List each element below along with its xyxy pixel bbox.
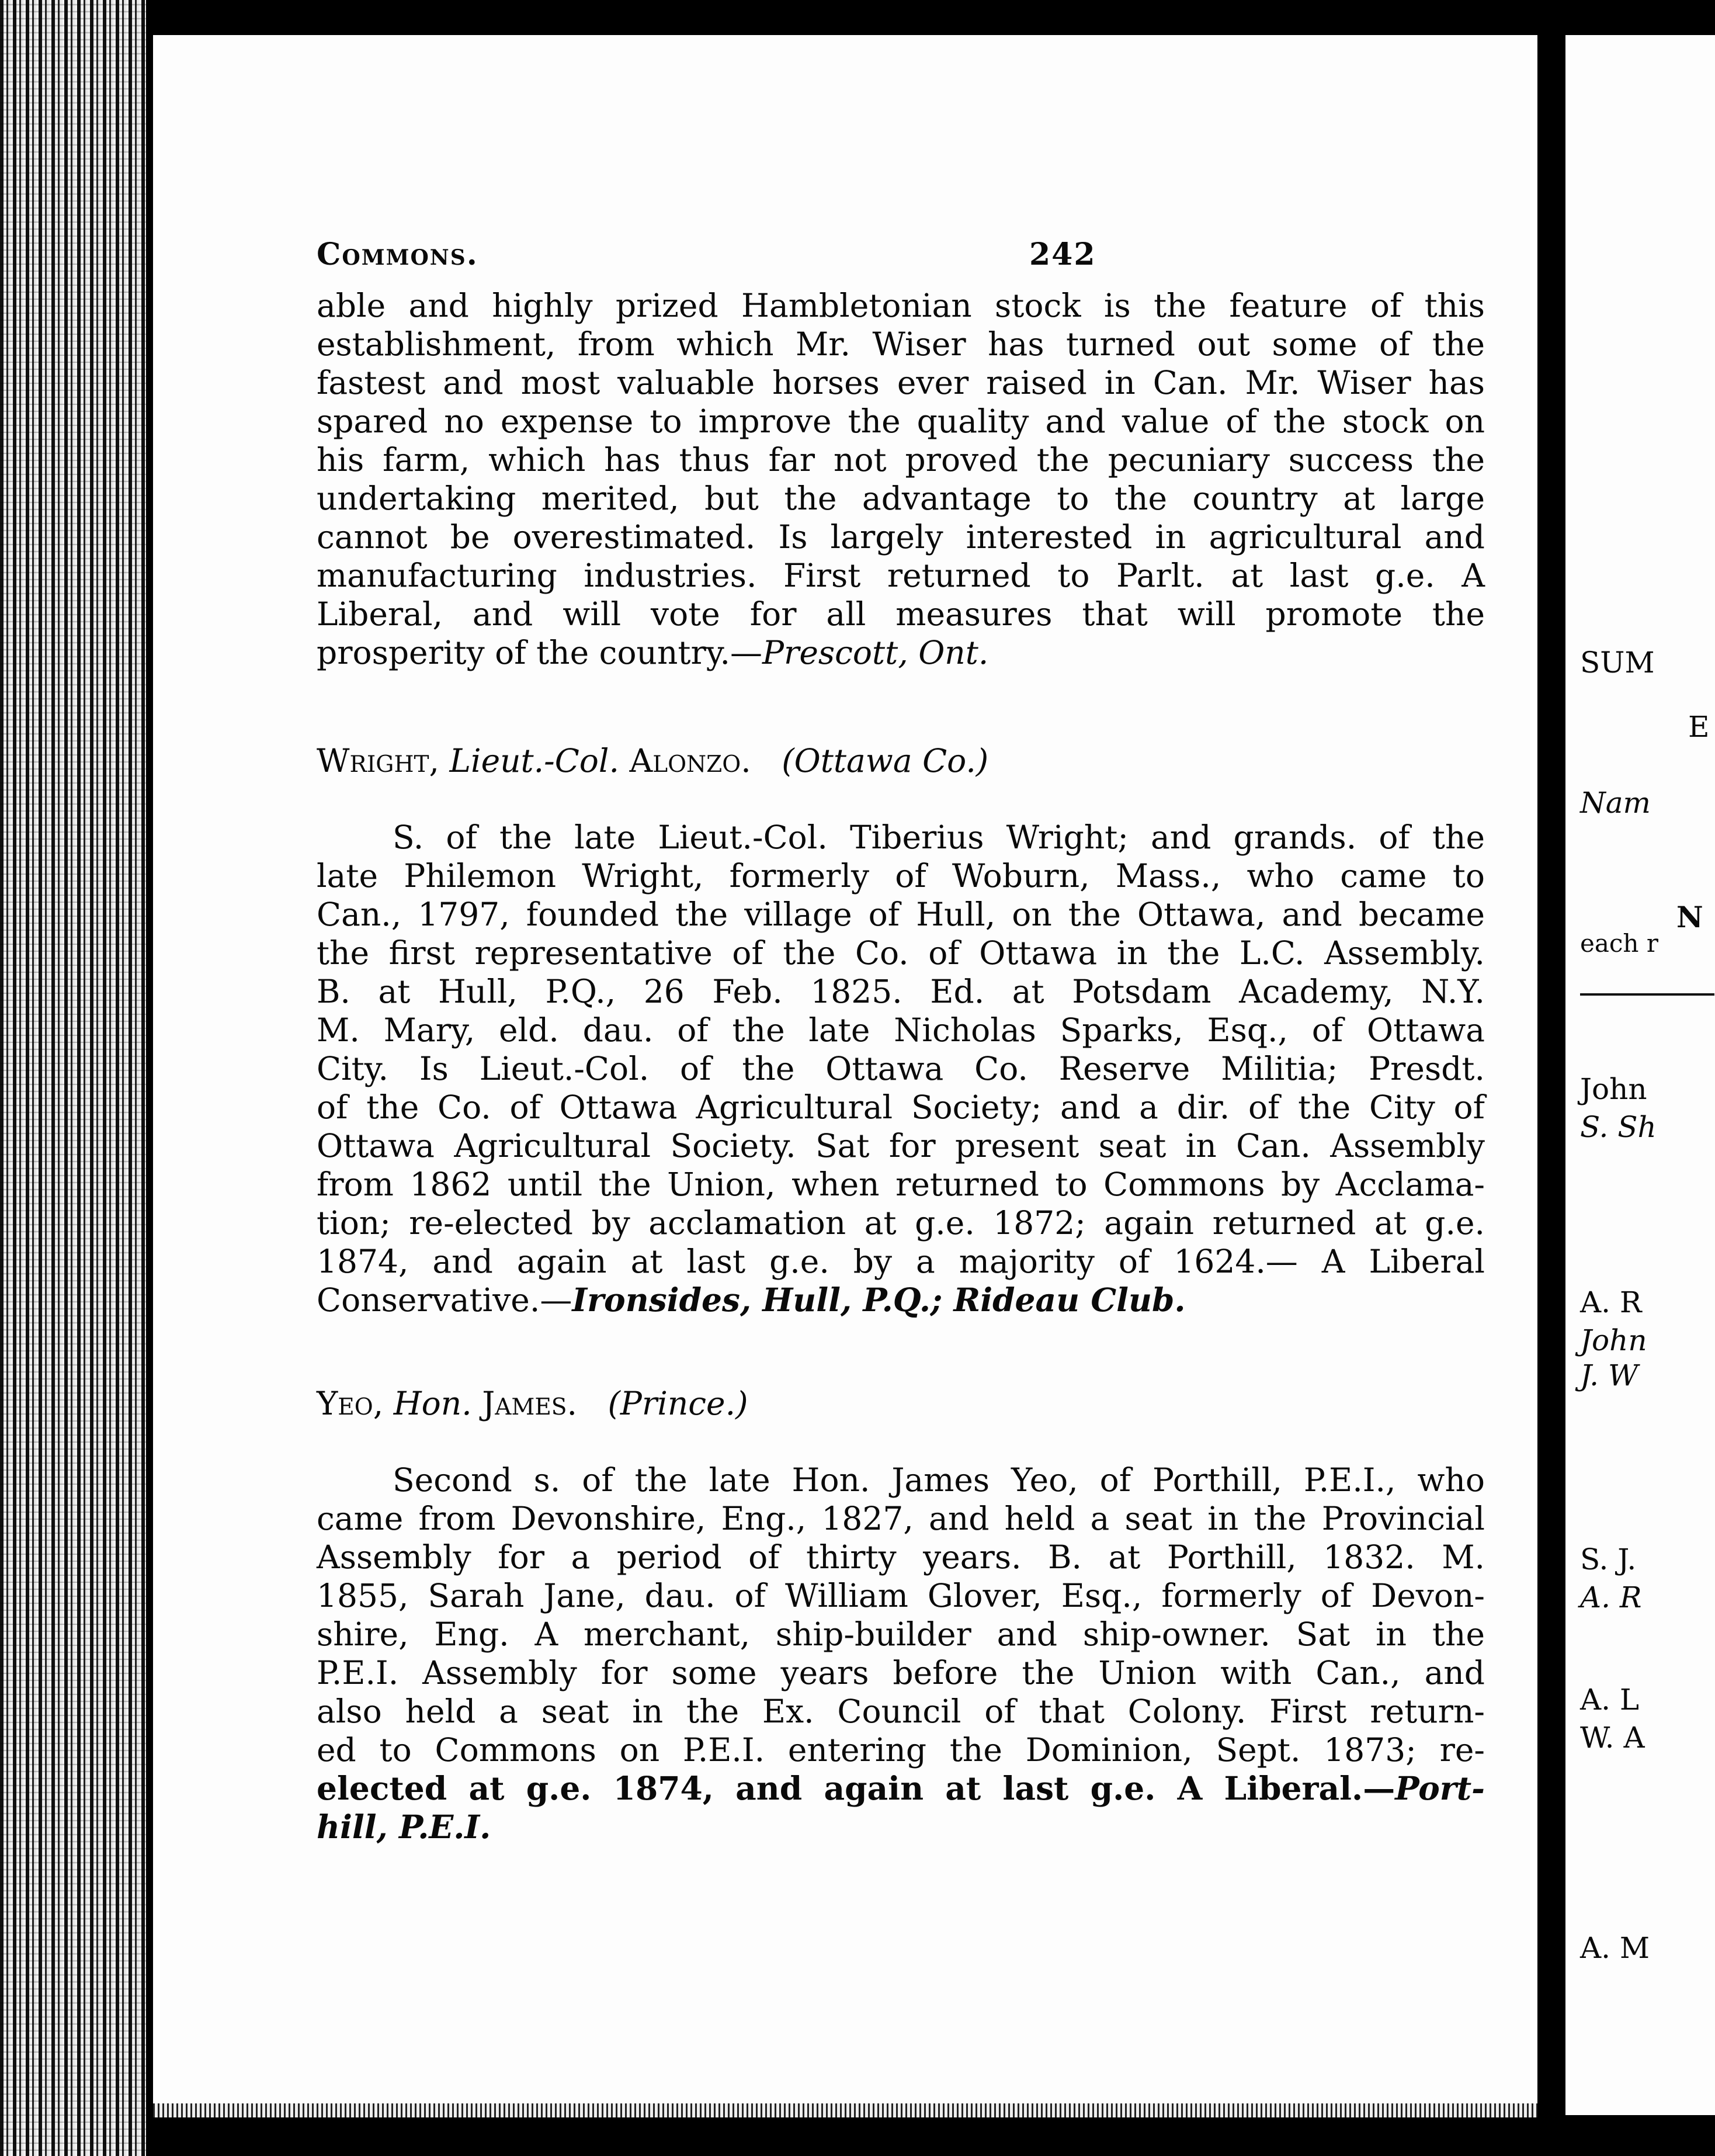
text-line: S. of the late Lieut.-Col. Tiberius Wright; and grands. of the xyxy=(393,819,1485,856)
text-line: undertaking merited, but the advantage to the country at large xyxy=(317,480,1485,517)
facing-page-fragment: N xyxy=(1676,900,1703,934)
text-line-last xyxy=(317,1281,1485,1319)
text-line-last xyxy=(317,633,1485,672)
residence: Prescott, Ont. xyxy=(762,634,989,671)
entry-constituency: (Ottawa Co.) xyxy=(782,742,989,779)
text-line: of the Co. of Ottawa Agricultural Society; and a dir. of the City of xyxy=(317,1089,1485,1126)
book-page xyxy=(153,35,1537,2115)
running-head-section: Commons. xyxy=(317,237,478,272)
page-number: 242 xyxy=(1029,237,1096,272)
facing-page-fragment: each r xyxy=(1580,929,1658,958)
facing-page-fragment: A. L xyxy=(1580,1683,1640,1717)
facing-page-fragment: S. J. xyxy=(1580,1543,1637,1576)
facing-page-fragment: J. W xyxy=(1580,1358,1638,1392)
entry-heading-wright xyxy=(317,742,988,779)
facing-page-fragment: S. Sh xyxy=(1580,1110,1657,1144)
text-line: from 1862 until the Union, when returned to Commons by Acclama- xyxy=(317,1166,1485,1203)
entry-title: Hon. xyxy=(393,1385,472,1422)
facing-page-fragment: John xyxy=(1580,1072,1647,1106)
entry-title: Lieut.-Col. xyxy=(449,742,619,779)
facing-page-fragment: W. A xyxy=(1580,1721,1645,1755)
page-content xyxy=(153,35,1537,2115)
text-run: elected at g.e. 1874, and again at last g.e. A Liberal.— xyxy=(317,1769,1395,1807)
text-line: B. at Hull, P.Q., 26 Feb. 1825. Ed. at Potsdam Academy, N.Y. xyxy=(317,973,1485,1010)
text-line: P.E.I. Assembly for some years before the Union with Can., and xyxy=(317,1654,1485,1691)
entry-surname: Yeo, xyxy=(317,1385,384,1422)
entry-heading-yeo xyxy=(317,1385,748,1422)
entry-constituency: (Prince.) xyxy=(607,1385,748,1422)
entry-body-wright xyxy=(317,818,1485,1319)
text-line: Second s. of the late Hon. James Yeo, of Porthill, P.E.I., who xyxy=(393,1461,1485,1499)
text-line: City. Is Lieut.-Col. of the Ottawa Co. Reserve Militia; Presdt. xyxy=(317,1050,1485,1087)
text-line: Ottawa Agricultural Society. Sat for present seat in Can. Assembly xyxy=(317,1127,1485,1164)
facing-page-fragment: A. R xyxy=(1580,1285,1642,1319)
facing-page-fragment: Nam xyxy=(1580,786,1651,820)
book-binding xyxy=(0,0,146,2156)
text-line: cannot be overestimated. Is largely interested in agricultural and xyxy=(317,518,1485,556)
text-line xyxy=(317,1769,1485,1808)
text-line: came from Devonshire, Eng., 1827, and held a seat in the Provincial xyxy=(317,1500,1485,1537)
text-line: shire, Eng. A merchant, ship-builder and ship-owner. Sat in the xyxy=(317,1616,1485,1653)
text-line: able and highly prized Hambletonian stock is the feature of this xyxy=(317,287,1485,324)
facing-page-fragment: John xyxy=(1580,1323,1647,1357)
text-line: 1855, Sarah Jane, dau. of William Glover, Esq., formerly of Devon- xyxy=(317,1577,1485,1614)
page-bottom-edge xyxy=(153,2103,1537,2117)
entry-body-yeo xyxy=(317,1461,1485,1846)
text-line: also held a seat in the Ex. Council of that Colony. First return- xyxy=(317,1693,1485,1730)
text-line: late Philemon Wright, formerly of Woburn, Mass., who came to xyxy=(317,857,1485,895)
facing-page-rule xyxy=(1580,993,1714,996)
text-line: ed to Commons on P.E.I. entering the Dominion, Sept. 1873; re- xyxy=(317,1731,1485,1769)
residence-continued: hill, P.E.I. xyxy=(317,1808,491,1846)
text-line: Liberal, and will vote for all measures that will promote the xyxy=(317,595,1485,633)
text-run: Conservative.— xyxy=(317,1281,572,1319)
facing-page-fragment: E xyxy=(1688,710,1710,744)
text-line: his farm, which has thus far not proved the pecuniary success the xyxy=(317,441,1485,479)
text-line: tion; re-elected by acclamation at g.e. 1872; again returned at g.e. xyxy=(317,1204,1485,1242)
text-line: 1874, and again at last g.e. by a majority of 1624.— A Liberal xyxy=(317,1243,1485,1280)
facing-page-fragment: A. M xyxy=(1580,1931,1650,1965)
text-line: manufacturing industries. First returned to Parlt. at last g.e. A xyxy=(317,557,1485,594)
continuation-paragraph xyxy=(317,286,1485,672)
facing-page-fragment: A. R xyxy=(1580,1580,1642,1614)
facing-page-fragment: SUM xyxy=(1580,646,1655,680)
text-run: prosperity of the country.— xyxy=(317,634,763,671)
text-line: Can., 1797, founded the village of Hull, on the Ottawa, and became xyxy=(317,896,1485,933)
residence-part: Port- xyxy=(1395,1769,1485,1807)
entry-given-name: Alonzo. xyxy=(629,742,751,779)
entry-surname: Wright, xyxy=(317,742,439,779)
entry-given-name: James. xyxy=(482,1385,578,1422)
text-line: establishment, from which Mr. Wiser has turned out some of the xyxy=(317,325,1485,363)
residence: Ironsides, Hull, P.Q.; Rideau Club. xyxy=(572,1281,1186,1319)
text-line: fastest and most valuable horses ever raised in Can. Mr. Wiser has xyxy=(317,364,1485,401)
text-line: the first representative of the Co. of Ottawa in the L.C. Assembly. xyxy=(317,934,1485,972)
text-line: Assembly for a period of thirty years. B. at Porthill, 1832. M. xyxy=(317,1538,1485,1576)
text-line: M. Mary, eld. dau. of the late Nicholas Sparks, Esq., of Ottawa xyxy=(317,1011,1485,1049)
text-line: spared no expense to improve the quality and value of the stock on xyxy=(317,403,1485,440)
